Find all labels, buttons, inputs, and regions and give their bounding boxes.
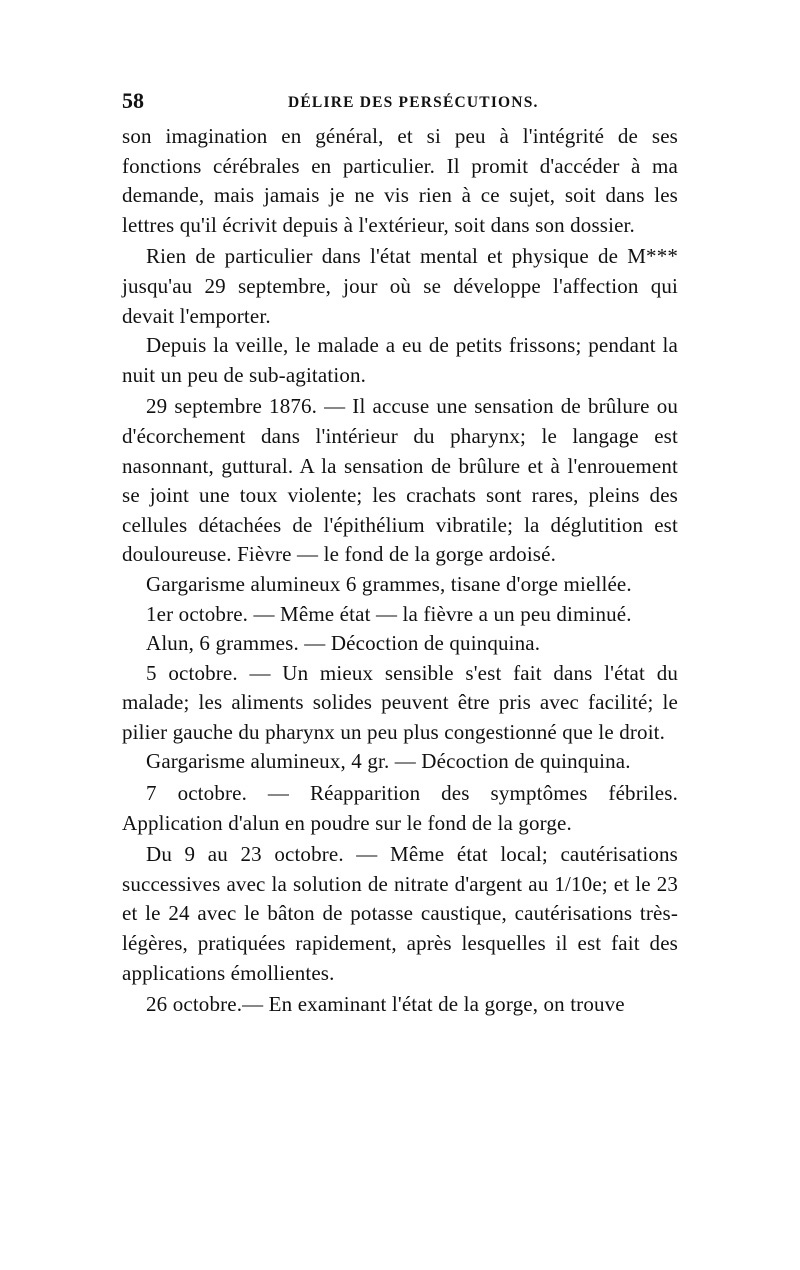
paragraph: Alun, 6 grammes. — Décoction de quinquina. bbox=[146, 631, 541, 656]
page-header bbox=[122, 88, 678, 122]
paragraph: Rien de particulier dans l'état mental et physique de M*** jusqu'au 29 septembre, jour où se développe l'affection qui devait l'emporter. bbox=[122, 244, 678, 328]
paragraph: Du 9 au 23 octobre. — Même état local; cautérisations successives avec la solution de nitrate d'argent au 1/10e; et le 23 et le 24 avec le bâton de potasse caustique, cautérisations très-légères, pratiquées rapidement, après lesquelles il est fait des applications émollientes. bbox=[122, 842, 678, 985]
paragraph: 1er octobre. — Même état — la fièvre a un peu diminué. bbox=[146, 601, 632, 626]
paragraph: Gargarisme alumineux, 4 gr. — Décoction de quinquina. bbox=[146, 749, 631, 774]
body-text bbox=[122, 122, 678, 1020]
paragraph: 29 septembre 1876. — Il accuse une sensation de brûlure ou d'écorchement dans l'intérieur du pharynx; le langage est nasonnant, guttural. A la sensation de brûlure et à l'enrouement se joint une toux violente; les crachats sont rares, pleins des cellules détachées de l'épithélium vibratile; la déglutition est douloureuse. Fièvre — le fond de la gorge ardoisé. bbox=[122, 394, 678, 567]
paragraph: 7 octobre. — Réapparition des symptômes fébriles. Application d'alun en poudre sur le fond de la gorge. bbox=[122, 781, 678, 835]
paragraph: Gargarisme alumineux 6 grammes, tisane d'orge miellée. bbox=[146, 571, 632, 596]
paragraph: Depuis la veille, le malade a eu de petits frissons; pendant la nuit un peu de sub-agitation. bbox=[122, 333, 678, 387]
paragraph: 5 octobre. — Un mieux sensible s'est fait dans l'état du malade; les aliments solides peuvent être pris avec facilité; le pilier gauche du pharynx un peu plus congestionné que le droit. bbox=[122, 660, 678, 744]
paragraph: son imagination en général, et si peu à l'intégrité de ses fonctions cérébrales en particulier. Il promit d'accéder à ma demande, mais jamais je ne vis rien à ce sujet, soit dans les lettres qu'il écrivit depuis à l'extérieur, soit dans son dossier. bbox=[122, 124, 678, 237]
paragraph: 26 octobre.— En examinant l'état de la gorge, on trouve bbox=[146, 992, 625, 1017]
running-title: DÉLIRE DES PERSÉCUTIONS. bbox=[288, 94, 539, 111]
page-number: 58 bbox=[122, 88, 144, 113]
book-page bbox=[122, 88, 678, 1020]
